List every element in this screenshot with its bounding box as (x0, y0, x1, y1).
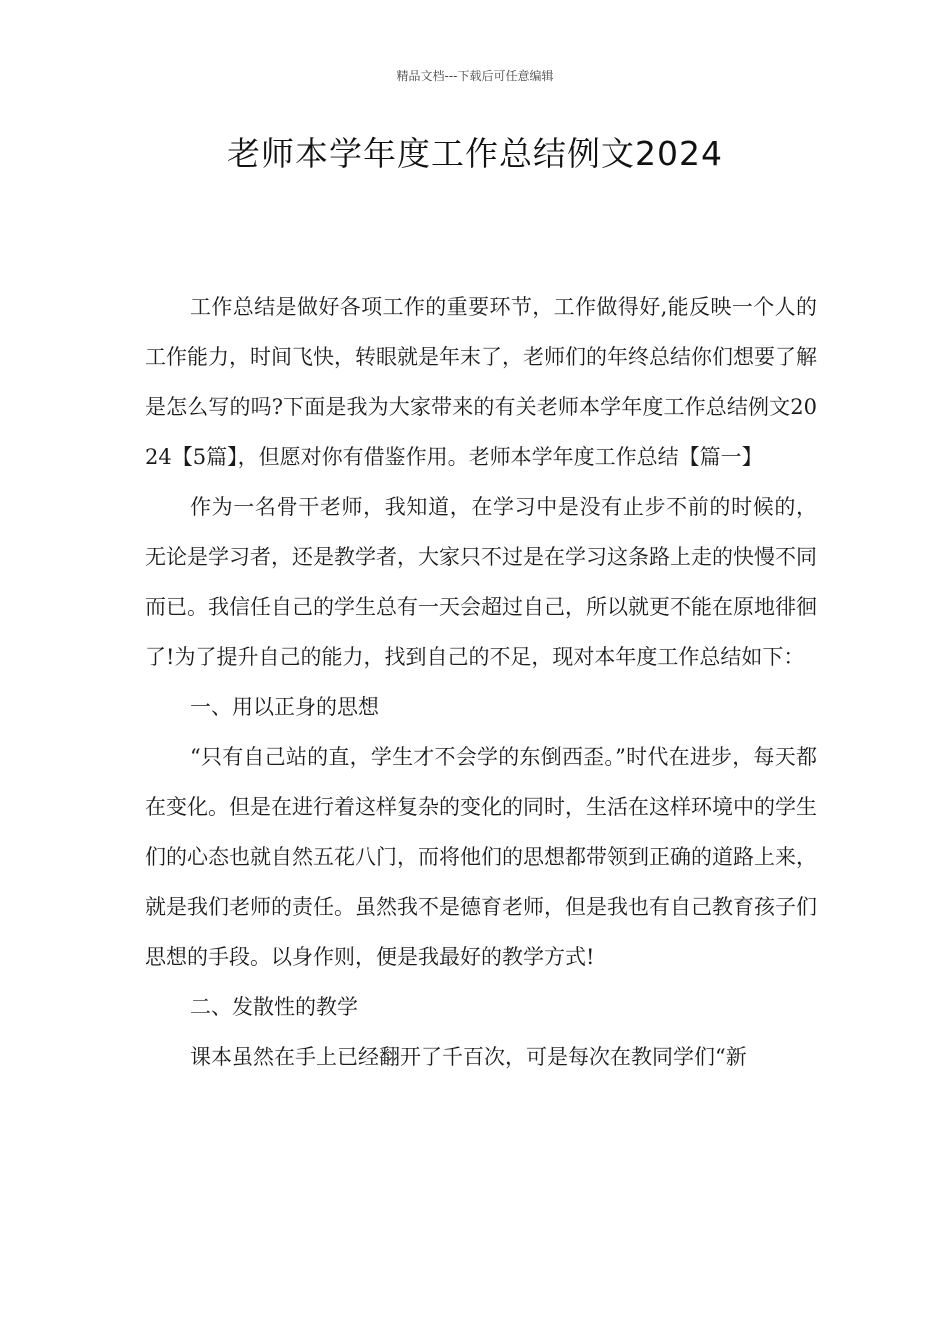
body-paragraph: “只有自己站的直，学生才不会学的东倒西歪。”时代在进步，每天都在变化。但是在进行着这样复杂的变化的同时，生活在这样环境中的学生们的心态也就自然五花八门，而将他们的思想都带领到正确的道路上来，就是我们老师的责任。虽然我不是德育老师，但是我也有自己教育孩子们思想的手段。以身作则，便是我最好的教学方式! (145, 745, 817, 969)
document-title: 老师本学年度工作总结例文2024 (227, 134, 723, 173)
page-header-note: 精品文档---下载后可任意编辑 (396, 69, 554, 83)
intro-paragraph: 工作总结是做好各项工作的重要环节，工作做得好,能反映一个人的工作能力，时间飞快，转眼就是年末了，老师们的年终总结你们想要了解是怎么写的吗?下面是我为大家带来的有关老师本学年度工作总结例文2024【5篇】，但愿对你有借鉴作用。老师本学年度工作总结【篇一】 (145, 295, 817, 469)
body-paragraph: 作为一名骨干老师，我知道，在学习中是没有止步不前的时候的，无论是学习者，还是教学者，大家只不过是在学习这条路上走的快慢不同而已。我信任自己的学生总有一天会超过自己，所以就更不能在原地徘徊了!为了提升自己的能力，找到自己的不足，现对本年度工作总结如下： (145, 495, 817, 669)
section-heading-1: 一、用以正身的思想 (190, 695, 379, 719)
body-paragraph: 课本虽然在手上已经翻开了千百次，可是每次在教同学们“新 (190, 1045, 747, 1069)
section-heading-2: 二、发散性的教学 (190, 995, 358, 1019)
document-body (145, 282, 817, 1082)
